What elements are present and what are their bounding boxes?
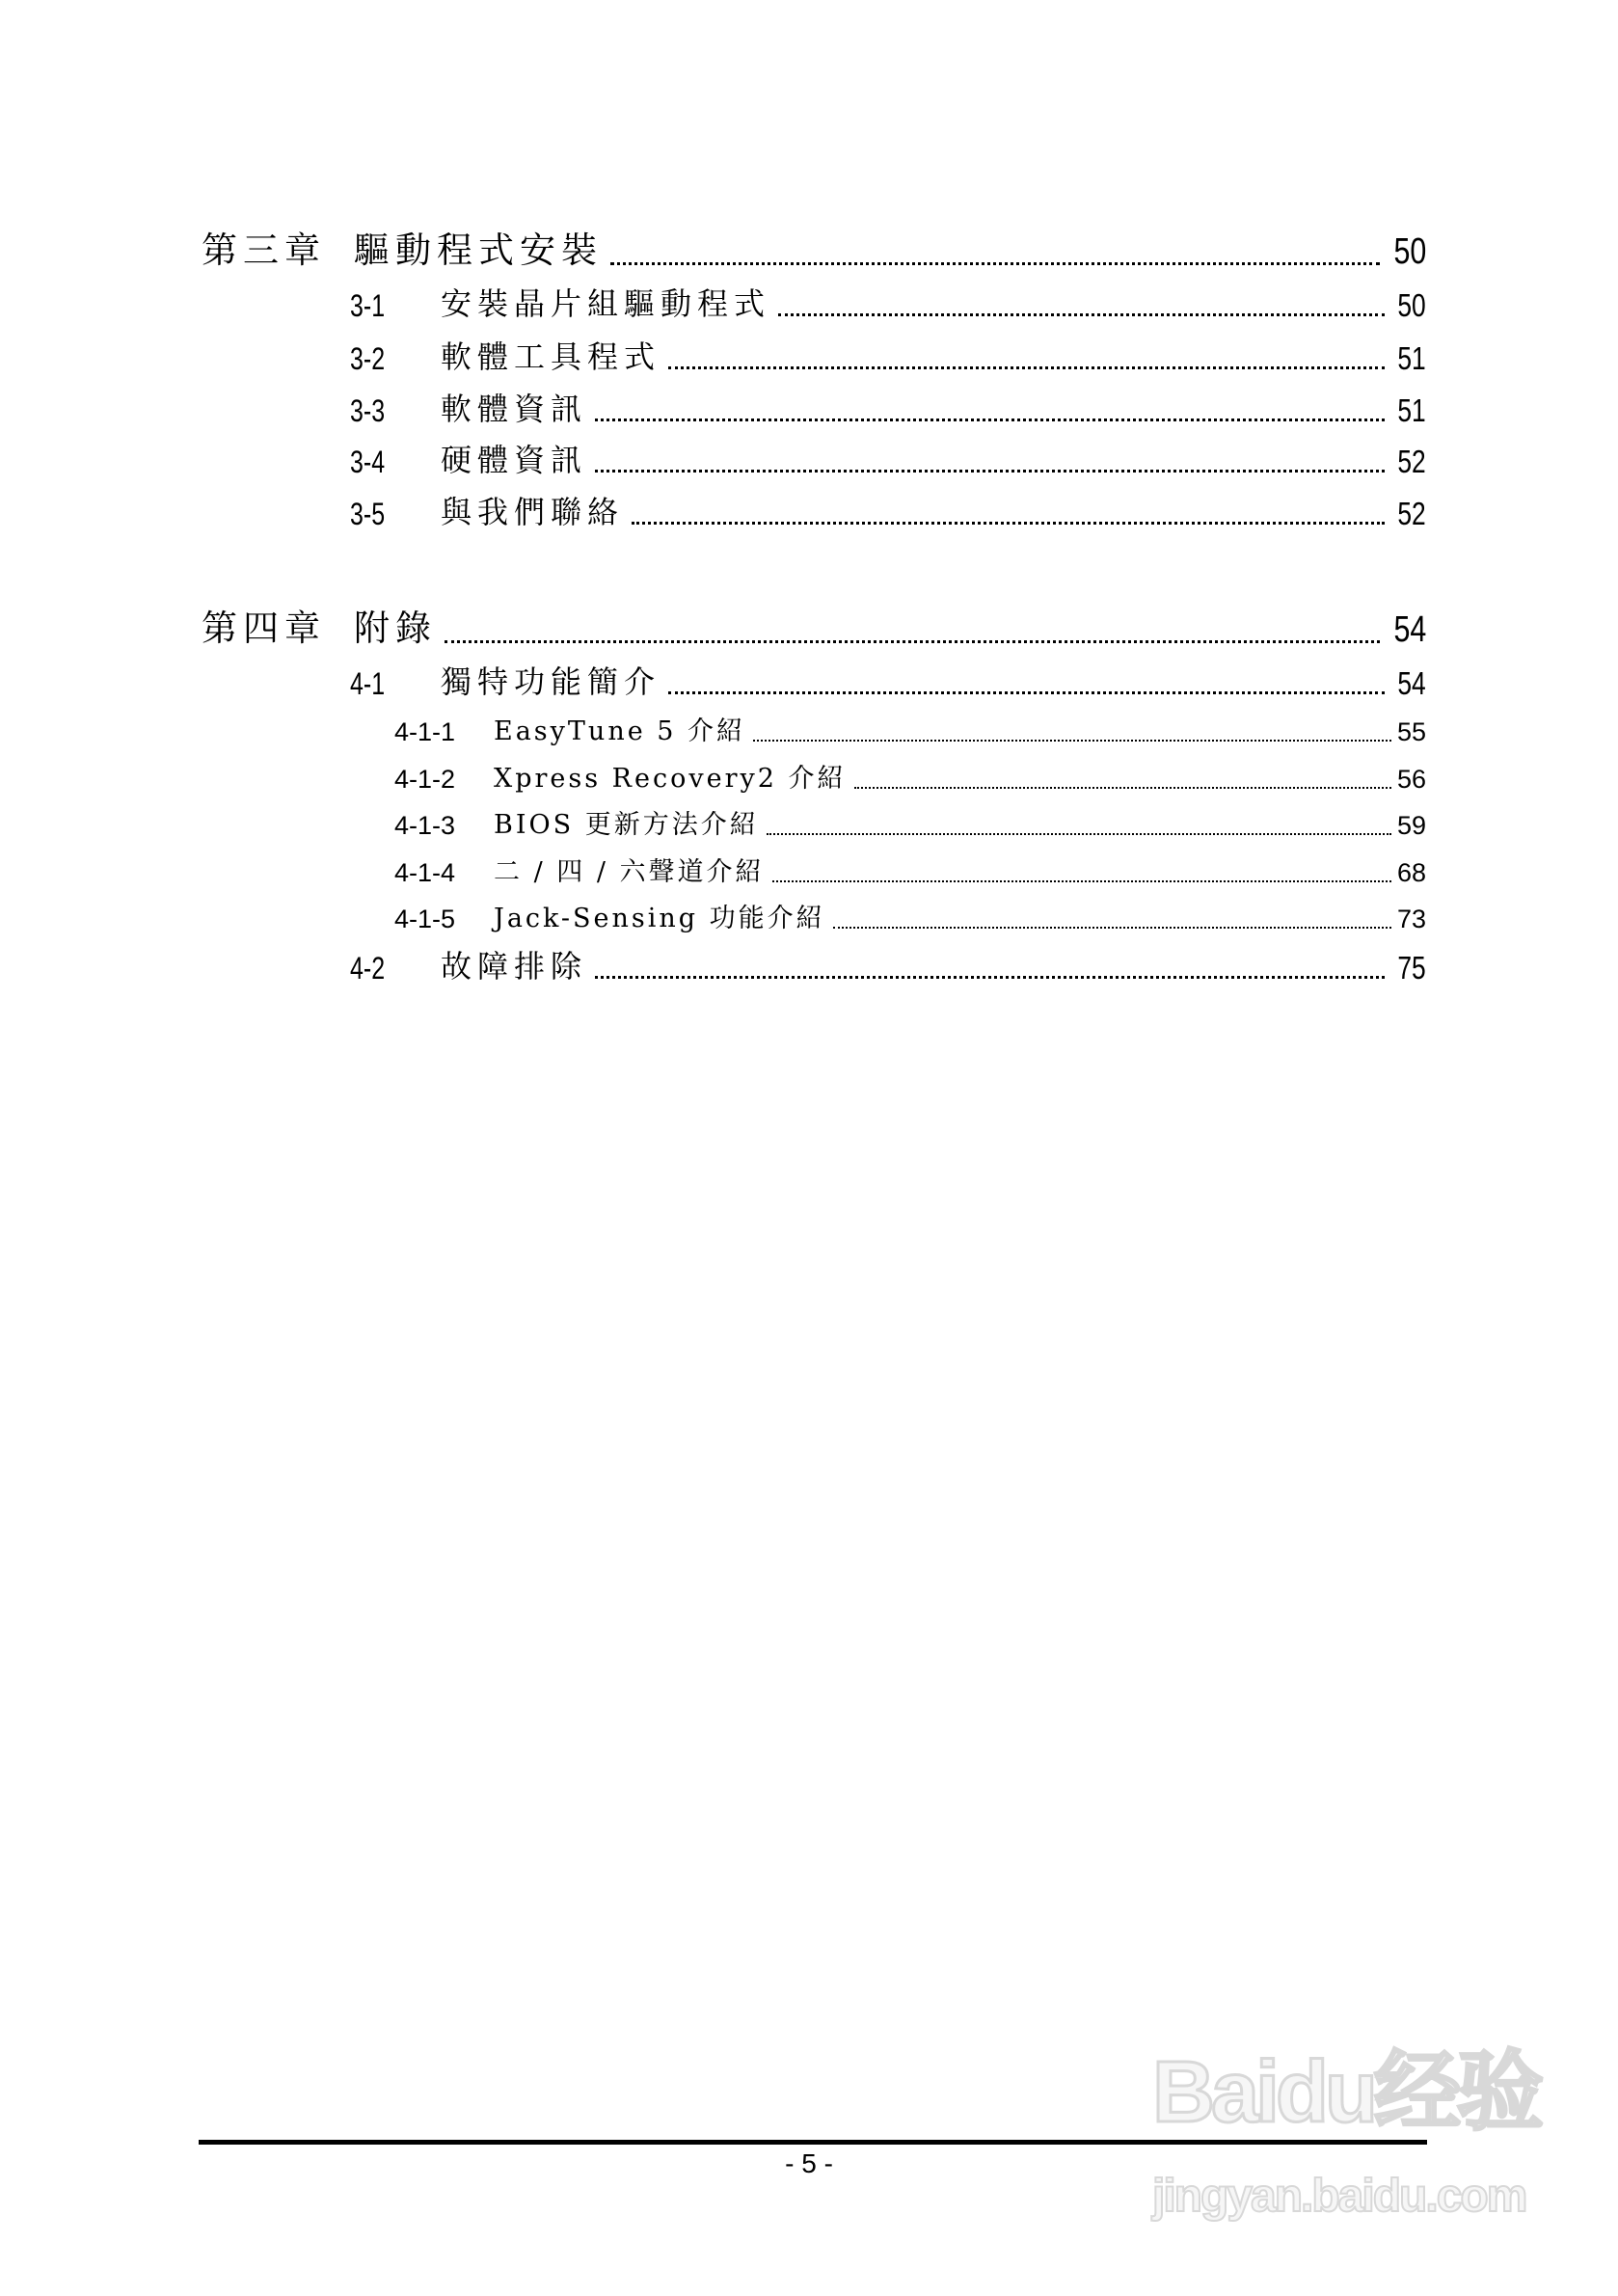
subsection-number: 4-1-3 — [394, 811, 456, 840]
dot-leader — [632, 522, 1385, 525]
page-number: 51 — [1397, 392, 1426, 428]
toc-chapter-4[interactable] — [202, 605, 1426, 651]
page-number: 73 — [1396, 905, 1426, 933]
section-title: 硬體資訊 — [441, 442, 588, 478]
dot-leader — [595, 976, 1385, 979]
subsection-title: Jack-Sensing 功能介紹 — [494, 904, 825, 933]
page-number: 54 — [1397, 665, 1426, 701]
dot-leader — [668, 366, 1385, 369]
subsection-title: Xpress Recovery2 介紹 — [494, 764, 847, 794]
toc-subsection-4-1-5[interactable] — [394, 900, 1426, 934]
toc-subsection-4-1-3[interactable] — [394, 806, 1426, 841]
page-number: 68 — [1396, 858, 1426, 887]
page-number: 51 — [1397, 340, 1426, 376]
subsection-number: 4-1-1 — [394, 717, 456, 746]
chapter-title: 驅動程式安裝 — [354, 230, 603, 271]
toc-section-3-4[interactable] — [350, 440, 1426, 480]
section-title: 故障排除 — [441, 948, 588, 985]
baidu-watermark — [1152, 2044, 1577, 2276]
toc-chapter-3[interactable] — [202, 227, 1426, 273]
section-number: 4-2 — [350, 951, 386, 986]
subsection-number: 4-1-5 — [394, 905, 456, 933]
page-number: 56 — [1396, 765, 1426, 794]
page-number: 75 — [1397, 950, 1426, 986]
dot-leader — [854, 787, 1391, 789]
dot-leader — [610, 262, 1380, 265]
page-number: 59 — [1396, 811, 1426, 840]
section-number: 3-4 — [350, 445, 386, 479]
subsection-title: EasyTune 5 介紹 — [494, 716, 746, 746]
dot-leader — [767, 833, 1391, 835]
page-number: 54 — [1393, 609, 1426, 650]
section-number: 3-1 — [350, 288, 386, 323]
subsection-number: 4-1-4 — [394, 858, 456, 887]
toc-section-4-1[interactable] — [350, 662, 1426, 702]
dot-leader — [595, 419, 1385, 421]
page-number: 52 — [1397, 444, 1426, 479]
page-number: 50 — [1393, 231, 1426, 272]
page-number: 50 — [1397, 287, 1426, 323]
dot-leader — [753, 740, 1391, 742]
watermark-url: jingyan.baidu.com — [1152, 2171, 1526, 2222]
dot-leader — [772, 880, 1391, 882]
section-number: 3-5 — [350, 497, 386, 531]
section-number: 3-3 — [350, 393, 386, 428]
chapter-label: 第四章 — [202, 608, 326, 649]
toc-section-4-2[interactable] — [350, 946, 1426, 986]
dot-leader — [595, 470, 1385, 473]
toc-section-3-3[interactable] — [350, 389, 1426, 429]
section-number: 4-1 — [350, 666, 386, 701]
subsection-title: BIOS 更新方法介紹 — [494, 810, 759, 840]
toc-subsection-4-1-4[interactable] — [394, 853, 1426, 888]
dot-leader — [833, 927, 1391, 929]
section-title: 軟體資訊 — [441, 391, 588, 427]
footer-page-number: - 5 - — [785, 2148, 833, 2178]
chapter-title: 附錄 — [354, 608, 437, 649]
subsection-title: 二 / 四 / 六聲道介紹 — [494, 857, 765, 887]
toc-section-3-1[interactable] — [350, 284, 1426, 324]
toc-section-3-5[interactable] — [350, 492, 1426, 532]
section-title: 安裝晶片組驅動程式 — [441, 285, 771, 322]
toc-subsection-4-1-1[interactable] — [394, 713, 1426, 747]
section-title: 軟體工具程式 — [441, 338, 661, 375]
dot-leader — [778, 313, 1385, 316]
subsection-number: 4-1-2 — [394, 765, 456, 794]
section-title: 與我們聯絡 — [441, 494, 625, 530]
toc-subsection-4-1-2[interactable] — [394, 760, 1426, 795]
chapter-label: 第三章 — [202, 230, 326, 271]
section-number: 3-2 — [350, 341, 386, 376]
section-title: 獨特功能簡介 — [441, 663, 661, 700]
dot-leader — [445, 640, 1380, 643]
page-number: 52 — [1397, 496, 1426, 531]
toc-section-3-2[interactable] — [350, 337, 1426, 377]
watermark-brand: Baidu经验 — [1152, 2044, 1541, 2141]
dot-leader — [668, 691, 1385, 694]
page-number: 55 — [1396, 717, 1426, 746]
